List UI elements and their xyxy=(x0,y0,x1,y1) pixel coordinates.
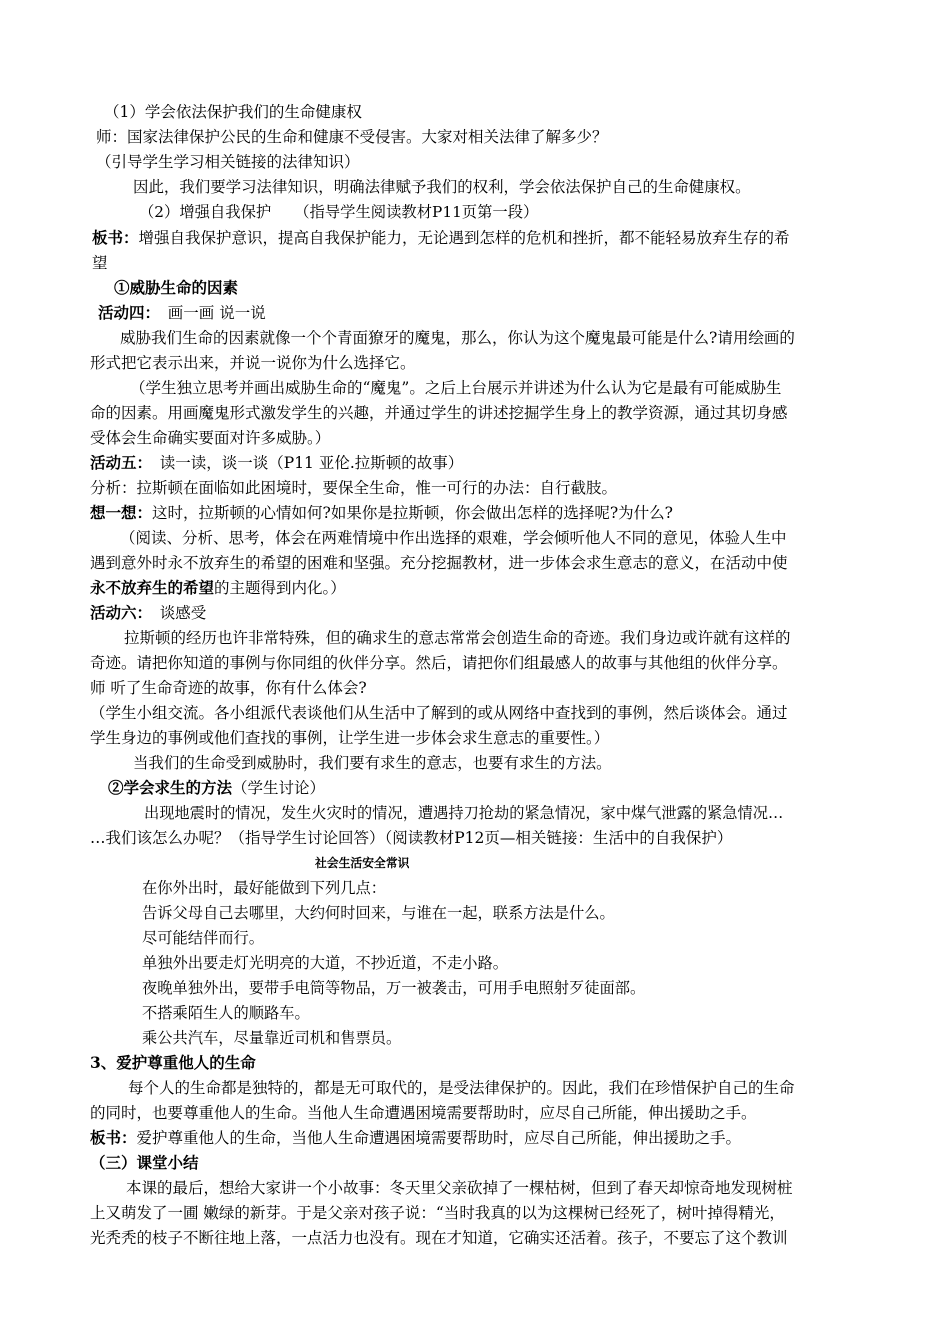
paragraph-line: …我们该怎么办呢？（指导学生讨论回答）（阅读教材P12页—相关链接：生活中的自我保护） xyxy=(90,829,733,847)
paragraph-line: 出现地震时的情况，发生火灾时的情况，遭遇持刀抢劫的紧急情况，家中煤气泄露的紧急情况… xyxy=(144,804,784,822)
activity-heading: 活动六： 谈感受 xyxy=(90,603,207,622)
paragraph-line: （引导学生学习相关链接的法律知识） xyxy=(96,153,360,171)
paragraph-line: 学生身边的事例或他们查找的事例，让学生进一步体会求生意志的重要性。） xyxy=(90,729,610,747)
paragraph-line: 永不放弃生的希望的主题得到内化。） xyxy=(90,578,346,597)
paragraph-line: 因此，我们要学习法律知识，明确法律赋予我们的权利，学会依法保护自己的生命健康权。 xyxy=(133,178,751,196)
paragraph-line: 拉斯顿的经历也许非常特殊，但的确求生的意志常常会创造生命的奇迹。我们身边或许就有这样的 xyxy=(124,629,791,647)
paragraph-line: 形式把它表示出来，并说一说你为什么选择它。 xyxy=(90,354,416,372)
list-item: 夜晚单独外出，要带手电筒等物品，万一被袭击，可用手电照射歹徒面部。 xyxy=(142,979,646,997)
blackboard-note: 板书：爱护尊重他人的生命，当他人生命遭遇困境需要帮助时，应尽自己所能，伸出援助之手。 xyxy=(90,1128,742,1147)
paragraph-line: 上又萌发了一圃 嫩绿的新芽。于是父亲对孩子说：“当时我真的以为这棵树已经死了，树叶掉得精光， xyxy=(90,1204,785,1222)
think-question: 想一想：这时，拉斯顿的心情如何?如果你是拉斯顿，你会做出怎样的选择呢?为什么? xyxy=(90,503,673,522)
activity-heading: 活动五： 读一读，谈一谈（P11 亚伦.拉斯顿的故事） xyxy=(90,453,464,472)
list-item: 不搭乘陌生人的顺路车。 xyxy=(142,1004,310,1022)
paragraph-line: 分析：拉斯顿在面临如此困境时，要保全生命，惟一可行的办法：自行截肢。 xyxy=(90,479,618,497)
paragraph-line: 本课的最后，想给大家讲一个小故事：冬天里父亲砍掉了一棵枯树，但到了春天却惊奇地发现树桩 xyxy=(126,1179,793,1197)
paragraph-line: 威胁我们生命的因素就像一个个青面獠牙的魔鬼，那么，你认为这个魔鬼最可能是什么?请用绘画的 xyxy=(120,329,795,347)
paragraph-line: 每个人的生命都是独特的，都是无可取代的，是受法律保护的。因此，我们在珍惜保护自己的生命 xyxy=(128,1079,795,1097)
list-item: 告诉父母自己去哪里，大约何时回来，与谁在一起，联系方法是什么。 xyxy=(142,904,615,922)
paragraph-line: （学生独立思考并画出威胁生命的“魔鬼”。之后上台展示并讲述为什么认为它是最有可能威胁生 xyxy=(130,379,782,397)
paragraph-line: 受体会生命确实要面对许多威胁。） xyxy=(90,429,331,447)
list-item: 在你外出时，最好能做到下列几点： xyxy=(142,879,386,897)
section-heading-summary: （三）课堂小结 xyxy=(90,1153,199,1172)
paragraph-line: 师 听了生命奇迹的故事，你有什么体会? xyxy=(90,679,367,697)
paragraph-line: 当我们的生命受到威胁时，我们要有求生的意志，也要有求生的方法。 xyxy=(133,754,612,772)
paragraph-line: 师：国家法律保护公民的生命和健康不受侵害。大家对相关法律了解多少？ xyxy=(96,128,608,146)
section-heading-legal-protection: （1）学会依法保护我们的生命健康权 xyxy=(104,103,362,121)
section-heading-self-protection: （2）增强自我保护 （指导学生阅读教材P11页第一段） xyxy=(139,203,539,221)
paragraph-line: 遇到意外时永不放弃生的希望的困难和坚强。充分挖掘教材，进一步体会求生意志的意义，在活动中使 xyxy=(90,554,788,572)
blackboard-note: 板书：增强自我保护意识，提高自我保护能力，无论遇到怎样的危机和挫折，都不能轻易放弃生存的希 xyxy=(92,228,790,247)
subheading-threat-factors: ①威胁生命的因素 xyxy=(114,278,239,297)
list-item: 尽可能结伴而行。 xyxy=(142,929,264,947)
paragraph-line: 奇迹。请把你知道的事例与你同组的伙伴分享。然后，请把你们组最感人的故事与其他组的伙伴分享。 xyxy=(90,654,788,672)
paragraph-line: （阅读、分析、思考，体会在两难情境中作出选择的艰难，学会倾听他人不同的意见，体验人生中 xyxy=(120,529,787,547)
paragraph-line: 命的因素。用画魔鬼形式激发学生的兴趣，并通过学生的讲述挖掘学生身上的教学资源，通过其切身感 xyxy=(90,404,788,422)
subheading-safety-knowledge: 社会生活安全常识 xyxy=(315,856,410,870)
paragraph-line: 的同时，也要尊重他人的生命。当他人生命遭遇困境需要帮助时，应尽自己所能，伸出援助之手。 xyxy=(90,1104,757,1122)
section-heading-respect-others: 3、爱护尊重他人的生命 xyxy=(90,1053,256,1072)
list-item: 乘公共汽车，尽量靠近司机和售票员。 xyxy=(142,1029,402,1047)
paragraph-line: （学生小组交流。各小组派代表谈他们从生活中了解到的或从网络中查找到的事例，然后谈体会。通过 xyxy=(90,704,788,722)
activity-heading: 活动四： 画一画 说一说 xyxy=(98,303,266,322)
subheading-survival-methods: ②学会求生的方法（学生讨论） xyxy=(108,778,326,797)
paragraph-line: 光秃秃的枝子不断往地上落，一点活力也没有。现在才知道，它确实还活着。孩子，不要忘了这个教训 xyxy=(90,1229,788,1247)
list-item: 单独外出要走灯光明亮的大道，不抄近道，不走小路。 xyxy=(142,954,508,972)
paragraph-line: 望 xyxy=(92,254,108,272)
